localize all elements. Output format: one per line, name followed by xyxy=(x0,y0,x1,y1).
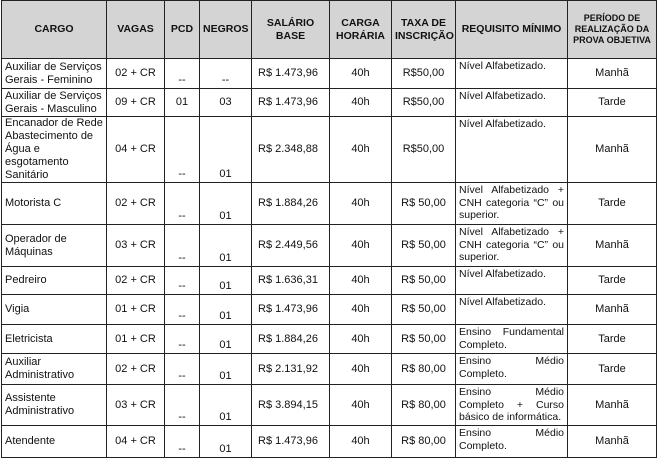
cell-vagas: 02 + CR xyxy=(107,354,165,385)
cell-vagas: 02 + CR xyxy=(107,183,165,225)
cell-taxa: R$50,00 xyxy=(392,59,456,89)
cell-taxa: R$ 50,00 xyxy=(392,295,456,325)
cell-carga: 40h xyxy=(330,225,392,267)
cell-periodo: Tarde xyxy=(568,89,657,117)
cell-cargo: Encanador de Rede Abastecimento de Água e esgotamento Sanitário xyxy=(2,117,107,183)
cell-periodo: Manhã xyxy=(568,59,657,89)
cell-vagas: 04 + CR xyxy=(107,117,165,183)
cell-negros: 01 xyxy=(200,325,252,354)
cell-cargo: Vigia xyxy=(2,295,107,325)
cell-requisito: Nível Alfabetizado. xyxy=(456,295,568,325)
cell-negros: 01 xyxy=(200,183,252,225)
cell-taxa: R$ 50,00 xyxy=(392,325,456,354)
cell-periodo: Tarde xyxy=(568,267,657,295)
cell-taxa: R$ 50,00 xyxy=(392,267,456,295)
cell-periodo: Tarde xyxy=(568,354,657,385)
cell-carga: 40h xyxy=(330,59,392,89)
cell-periodo: Manhã xyxy=(568,295,657,325)
cell-negros: 01 xyxy=(200,117,252,183)
table-row xyxy=(2,267,657,295)
cell-taxa: R$50,00 xyxy=(392,117,456,183)
header-row xyxy=(2,1,657,59)
header-requisito: REQUISITO MÍNIMO xyxy=(456,1,568,59)
cell-requisito: Ensino Médio Completo. xyxy=(456,426,568,458)
table-row xyxy=(2,354,657,385)
cell-requisito: Nível Alfabetizado. xyxy=(456,267,568,295)
cell-cargo: Assistente Administrativo xyxy=(2,385,107,426)
cell-negros: 01 xyxy=(200,225,252,267)
cell-pcd: -- xyxy=(165,385,200,426)
cell-periodo: Tarde xyxy=(568,183,657,225)
cell-carga: 40h xyxy=(330,354,392,385)
cell-requisito: Nível Alfabetizado + CNH categoria “C” ou superior. xyxy=(456,183,568,225)
cell-cargo: Pedreiro xyxy=(2,267,107,295)
cell-requisito: Ensino Médio Completo + Curso básico de informática. xyxy=(456,385,568,426)
cell-vagas: 09 + CR xyxy=(107,89,165,117)
header-periodo: PERÍODO DE REALIZAÇÃO DA PROVA OBJETIVA xyxy=(568,1,657,59)
cell-salario: R$ 1.473,96 xyxy=(252,59,330,89)
cell-negros: 03 xyxy=(200,89,252,117)
cell-carga: 40h xyxy=(330,325,392,354)
cell-pcd: -- xyxy=(165,354,200,385)
cell-negros: 01 xyxy=(200,295,252,325)
cell-salario: R$ 2.131,92 xyxy=(252,354,330,385)
cell-cargo: Eletricista xyxy=(2,325,107,354)
cell-carga: 40h xyxy=(330,385,392,426)
cell-periodo: Tarde xyxy=(568,325,657,354)
cell-periodo: Manhã xyxy=(568,117,657,183)
cell-cargo: Auxiliar Administrativo xyxy=(2,354,107,385)
table-row xyxy=(2,59,657,89)
table-body xyxy=(2,59,657,458)
cell-salario: R$ 1.473,96 xyxy=(252,89,330,117)
header-carga: CARGA HORÁRIA xyxy=(330,1,392,59)
cell-carga: 40h xyxy=(330,267,392,295)
cell-salario: R$ 1.473,96 xyxy=(252,295,330,325)
cell-taxa: R$ 50,00 xyxy=(392,183,456,225)
cell-salario: R$ 1.884,26 xyxy=(252,325,330,354)
cell-vagas: 04 + CR xyxy=(107,426,165,458)
table-row xyxy=(2,225,657,267)
cell-negros: 01 xyxy=(200,385,252,426)
table-row xyxy=(2,183,657,225)
cell-carga: 40h xyxy=(330,89,392,117)
cell-taxa: R$ 80,00 xyxy=(392,354,456,385)
cell-salario: R$ 1.473,96 xyxy=(252,426,330,458)
cell-negros: 01 xyxy=(200,267,252,295)
cell-vagas: 03 + CR xyxy=(107,385,165,426)
cell-cargo: Motorista C xyxy=(2,183,107,225)
cell-pcd: -- xyxy=(165,267,200,295)
cell-vagas: 02 + CR xyxy=(107,59,165,89)
cell-pcd: -- xyxy=(165,325,200,354)
cell-negros: 01 xyxy=(200,426,252,458)
cell-periodo: Manhã xyxy=(568,426,657,458)
cell-requisito: Ensino Médio Completo. xyxy=(456,354,568,385)
cell-carga: 40h xyxy=(330,295,392,325)
table-row xyxy=(2,89,657,117)
cell-pcd: -- xyxy=(165,117,200,183)
cell-salario: R$ 2.449,56 xyxy=(252,225,330,267)
table-row xyxy=(2,385,657,426)
cell-salario: R$ 1.636,31 xyxy=(252,267,330,295)
cell-negros: -- xyxy=(200,59,252,89)
header-taxa: TAXA DE INSCRIÇÃO xyxy=(392,1,456,59)
table-row xyxy=(2,295,657,325)
cell-carga: 40h xyxy=(330,183,392,225)
cell-requisito: Ensino Fundamental Completo. xyxy=(456,325,568,354)
table-row xyxy=(2,117,657,183)
table-row xyxy=(2,426,657,458)
cell-requisito: Nível Alfabetizado. xyxy=(456,117,568,183)
cell-periodo: Manhã xyxy=(568,385,657,426)
cell-carga: 40h xyxy=(330,117,392,183)
cell-pcd: -- xyxy=(165,59,200,89)
cell-cargo: Auxiliar de Serviços Gerais - Feminino xyxy=(2,59,107,89)
cell-taxa: R$50,00 xyxy=(392,89,456,117)
cell-carga: 40h xyxy=(330,426,392,458)
cell-taxa: R$ 80,00 xyxy=(392,426,456,458)
header-cargo: CARGO xyxy=(2,1,107,59)
cell-requisito: Nível Alfabetizado + CNH categoria “C” ou superior. xyxy=(456,225,568,267)
header-pcd: PCD xyxy=(165,1,200,59)
cell-salario: R$ 3.894,15 xyxy=(252,385,330,426)
cell-requisito: Nível Alfabetizado. xyxy=(456,59,568,89)
cell-cargo: Auxiliar de Serviços Gerais - Masculino xyxy=(2,89,107,117)
table-row xyxy=(2,325,657,354)
cell-vagas: 01 + CR xyxy=(107,325,165,354)
header-vagas: VAGAS xyxy=(107,1,165,59)
cell-salario: R$ 1.884,26 xyxy=(252,183,330,225)
cell-vagas: 02 + CR xyxy=(107,267,165,295)
cell-salario: R$ 2.348,88 xyxy=(252,117,330,183)
cell-taxa: R$ 80,00 xyxy=(392,385,456,426)
cell-cargo: Atendente xyxy=(2,426,107,458)
cell-taxa: R$ 50,00 xyxy=(392,225,456,267)
header-negros: NEGROS xyxy=(200,1,252,59)
header-salario: SALÁRIO BASE xyxy=(252,1,330,59)
cell-requisito: Nível Alfabetizado. xyxy=(456,89,568,117)
cell-vagas: 01 + CR xyxy=(107,295,165,325)
cell-periodo: Manhã xyxy=(568,225,657,267)
cell-pcd: -- xyxy=(165,183,200,225)
cell-pcd: 01 xyxy=(165,89,200,117)
cell-vagas: 03 + CR xyxy=(107,225,165,267)
cell-pcd: -- xyxy=(165,295,200,325)
cell-pcd: -- xyxy=(165,426,200,458)
cell-pcd: -- xyxy=(165,225,200,267)
cell-cargo: Operador de Máquinas xyxy=(2,225,107,267)
vacancy-table xyxy=(1,0,657,458)
cell-negros: 01 xyxy=(200,354,252,385)
